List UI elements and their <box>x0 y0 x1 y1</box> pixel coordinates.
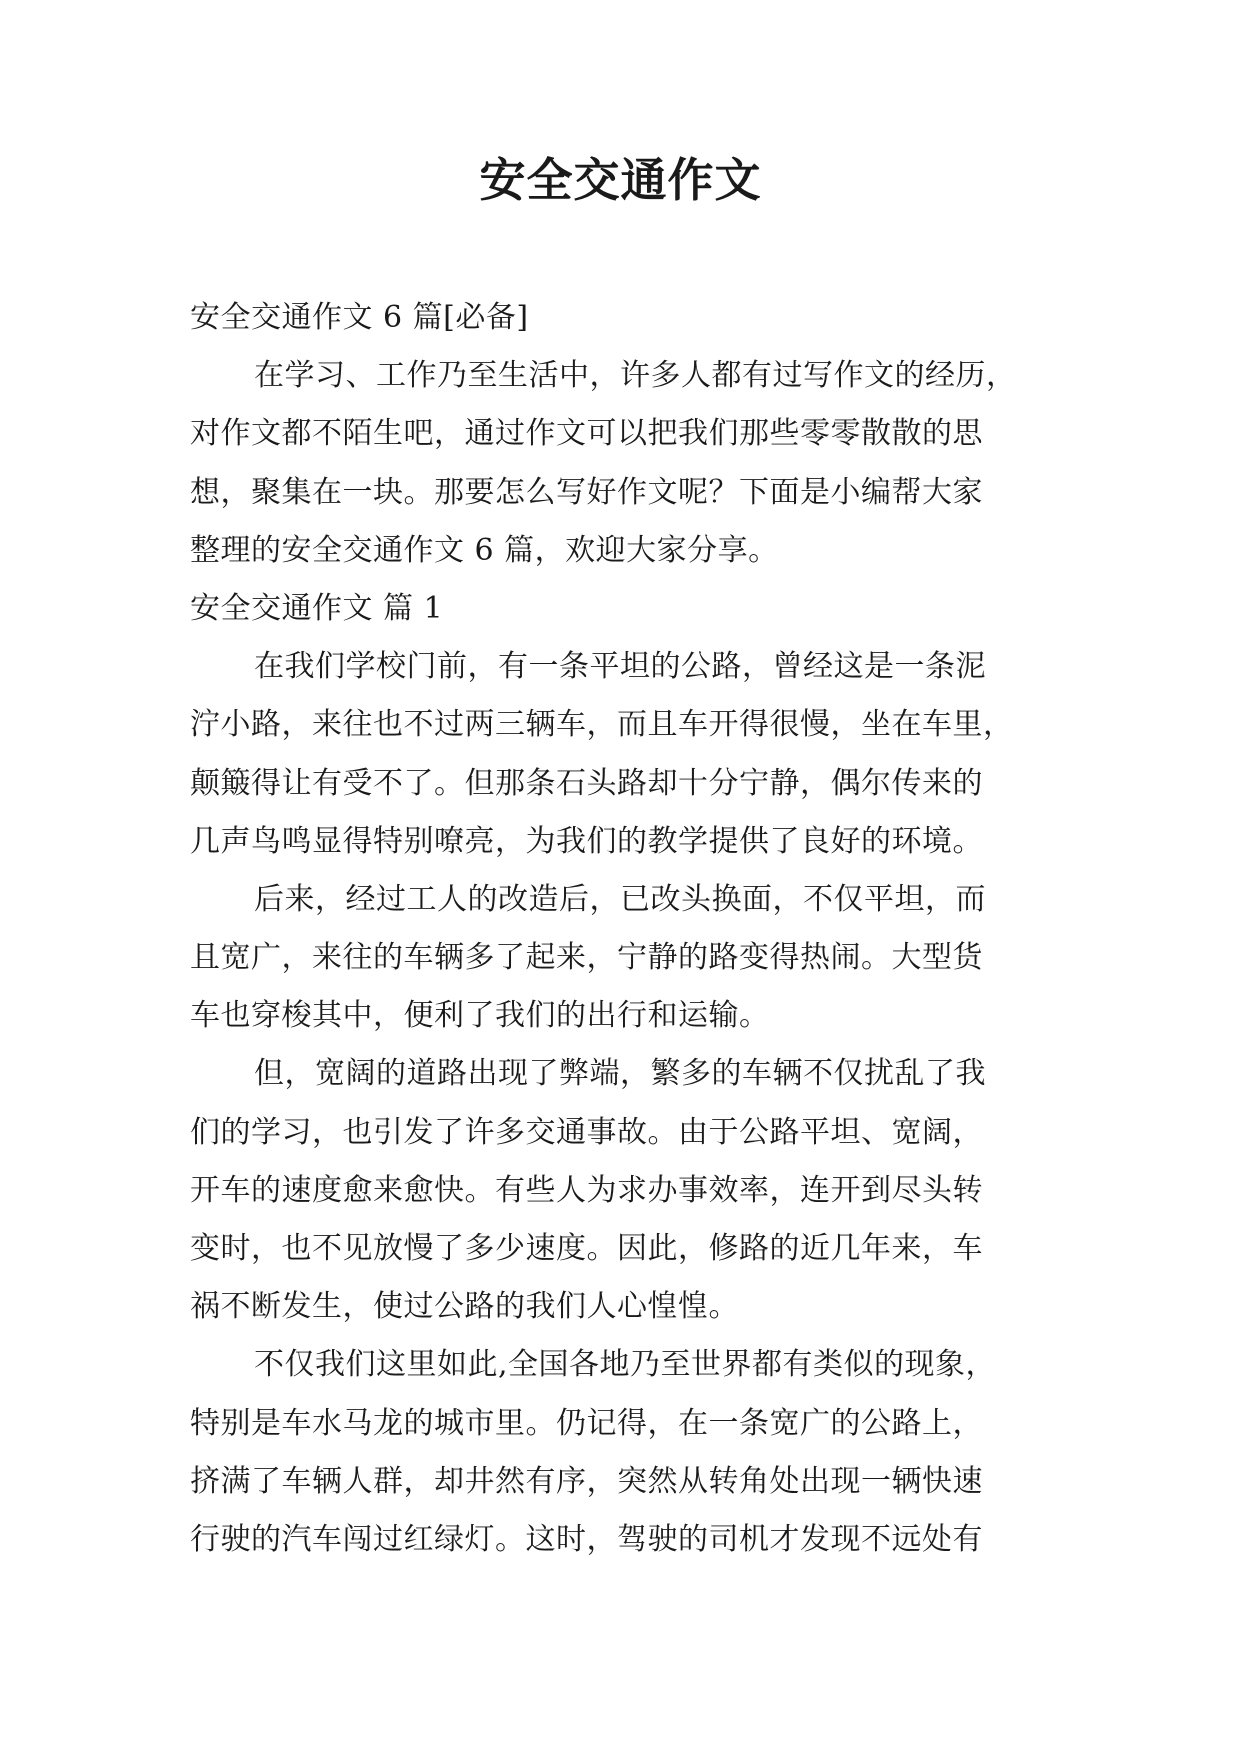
text-line: 行驶的汽车闯过红绿灯。这时，驾驶的司机才发现不远处有 <box>190 1521 983 1557</box>
text-line: 对作文都不陌生吧，通过作文可以把我们那些零零散散的思 <box>190 416 983 452</box>
text-line: 几声鸟鸣显得特别嘹亮，为我们的教学提供了良好的环境。 <box>190 823 983 859</box>
text-line: 安全交通作文 6 篇[必备] <box>190 300 529 335</box>
text-line: 且宽广，来往的车辆多了起来，宁静的路变得热闹。大型货 <box>190 940 983 976</box>
text-line: 不仅我们这里如此,全国各地乃至世界都有类似的现象， <box>254 1347 997 1383</box>
text-line: 后来，经过工人的改造后，已改头换面，不仅平坦，而 <box>254 881 986 917</box>
text-line: 颠簸得让有受不了。但那条石头路却十分宁静，偶尔传来的 <box>190 765 983 801</box>
text-line: 但，宽阔的道路出现了弊端，繁多的车辆不仅扰乱了我 <box>254 1056 986 1092</box>
document-title: 安全交通作文 <box>479 153 762 207</box>
text-line: 想，聚集在一块。那要怎么写好作文呢？下面是小编帮大家 <box>190 474 983 510</box>
text-line: 变时，也不见放慢了多少速度。因此，修路的近几年来，车 <box>190 1231 983 1266</box>
text-line: 整理的安全交通作文 6 篇，欢迎大家分享。 <box>190 532 779 568</box>
text-line: 泞小路，来往也不过两三辆车，而且车开得很慢，坐在车里， <box>190 707 1014 743</box>
text-line: 特别是车水马龙的城市里。仍记得，在一条宽广的公路上， <box>190 1405 983 1441</box>
text-line: 安全交通作文 篇 1 <box>190 590 444 626</box>
text-line: 在我们学校门前，有一条平坦的公路，曾经这是一条泥 <box>254 649 986 685</box>
text-line: 车也穿梭其中，便利了我们的出行和运输。 <box>190 998 770 1034</box>
text-line: 祸不断发生，使过公路的我们人心惶惶。 <box>190 1289 739 1325</box>
text-line: 们的学习，也引发了许多交通事故。由于公路平坦、宽阔， <box>190 1114 983 1150</box>
text-line: 在学习、工作乃至生活中，许多人都有过写作文的经历， <box>254 358 1017 394</box>
text-line: 开车的速度愈来愈快。有些人为求办事效率，连开到尽头转 <box>190 1172 983 1208</box>
document-body <box>190 289 1062 1569</box>
text-line: 挤满了车辆人群，却井然有序，突然从转角处出现一辆快速 <box>190 1463 983 1499</box>
